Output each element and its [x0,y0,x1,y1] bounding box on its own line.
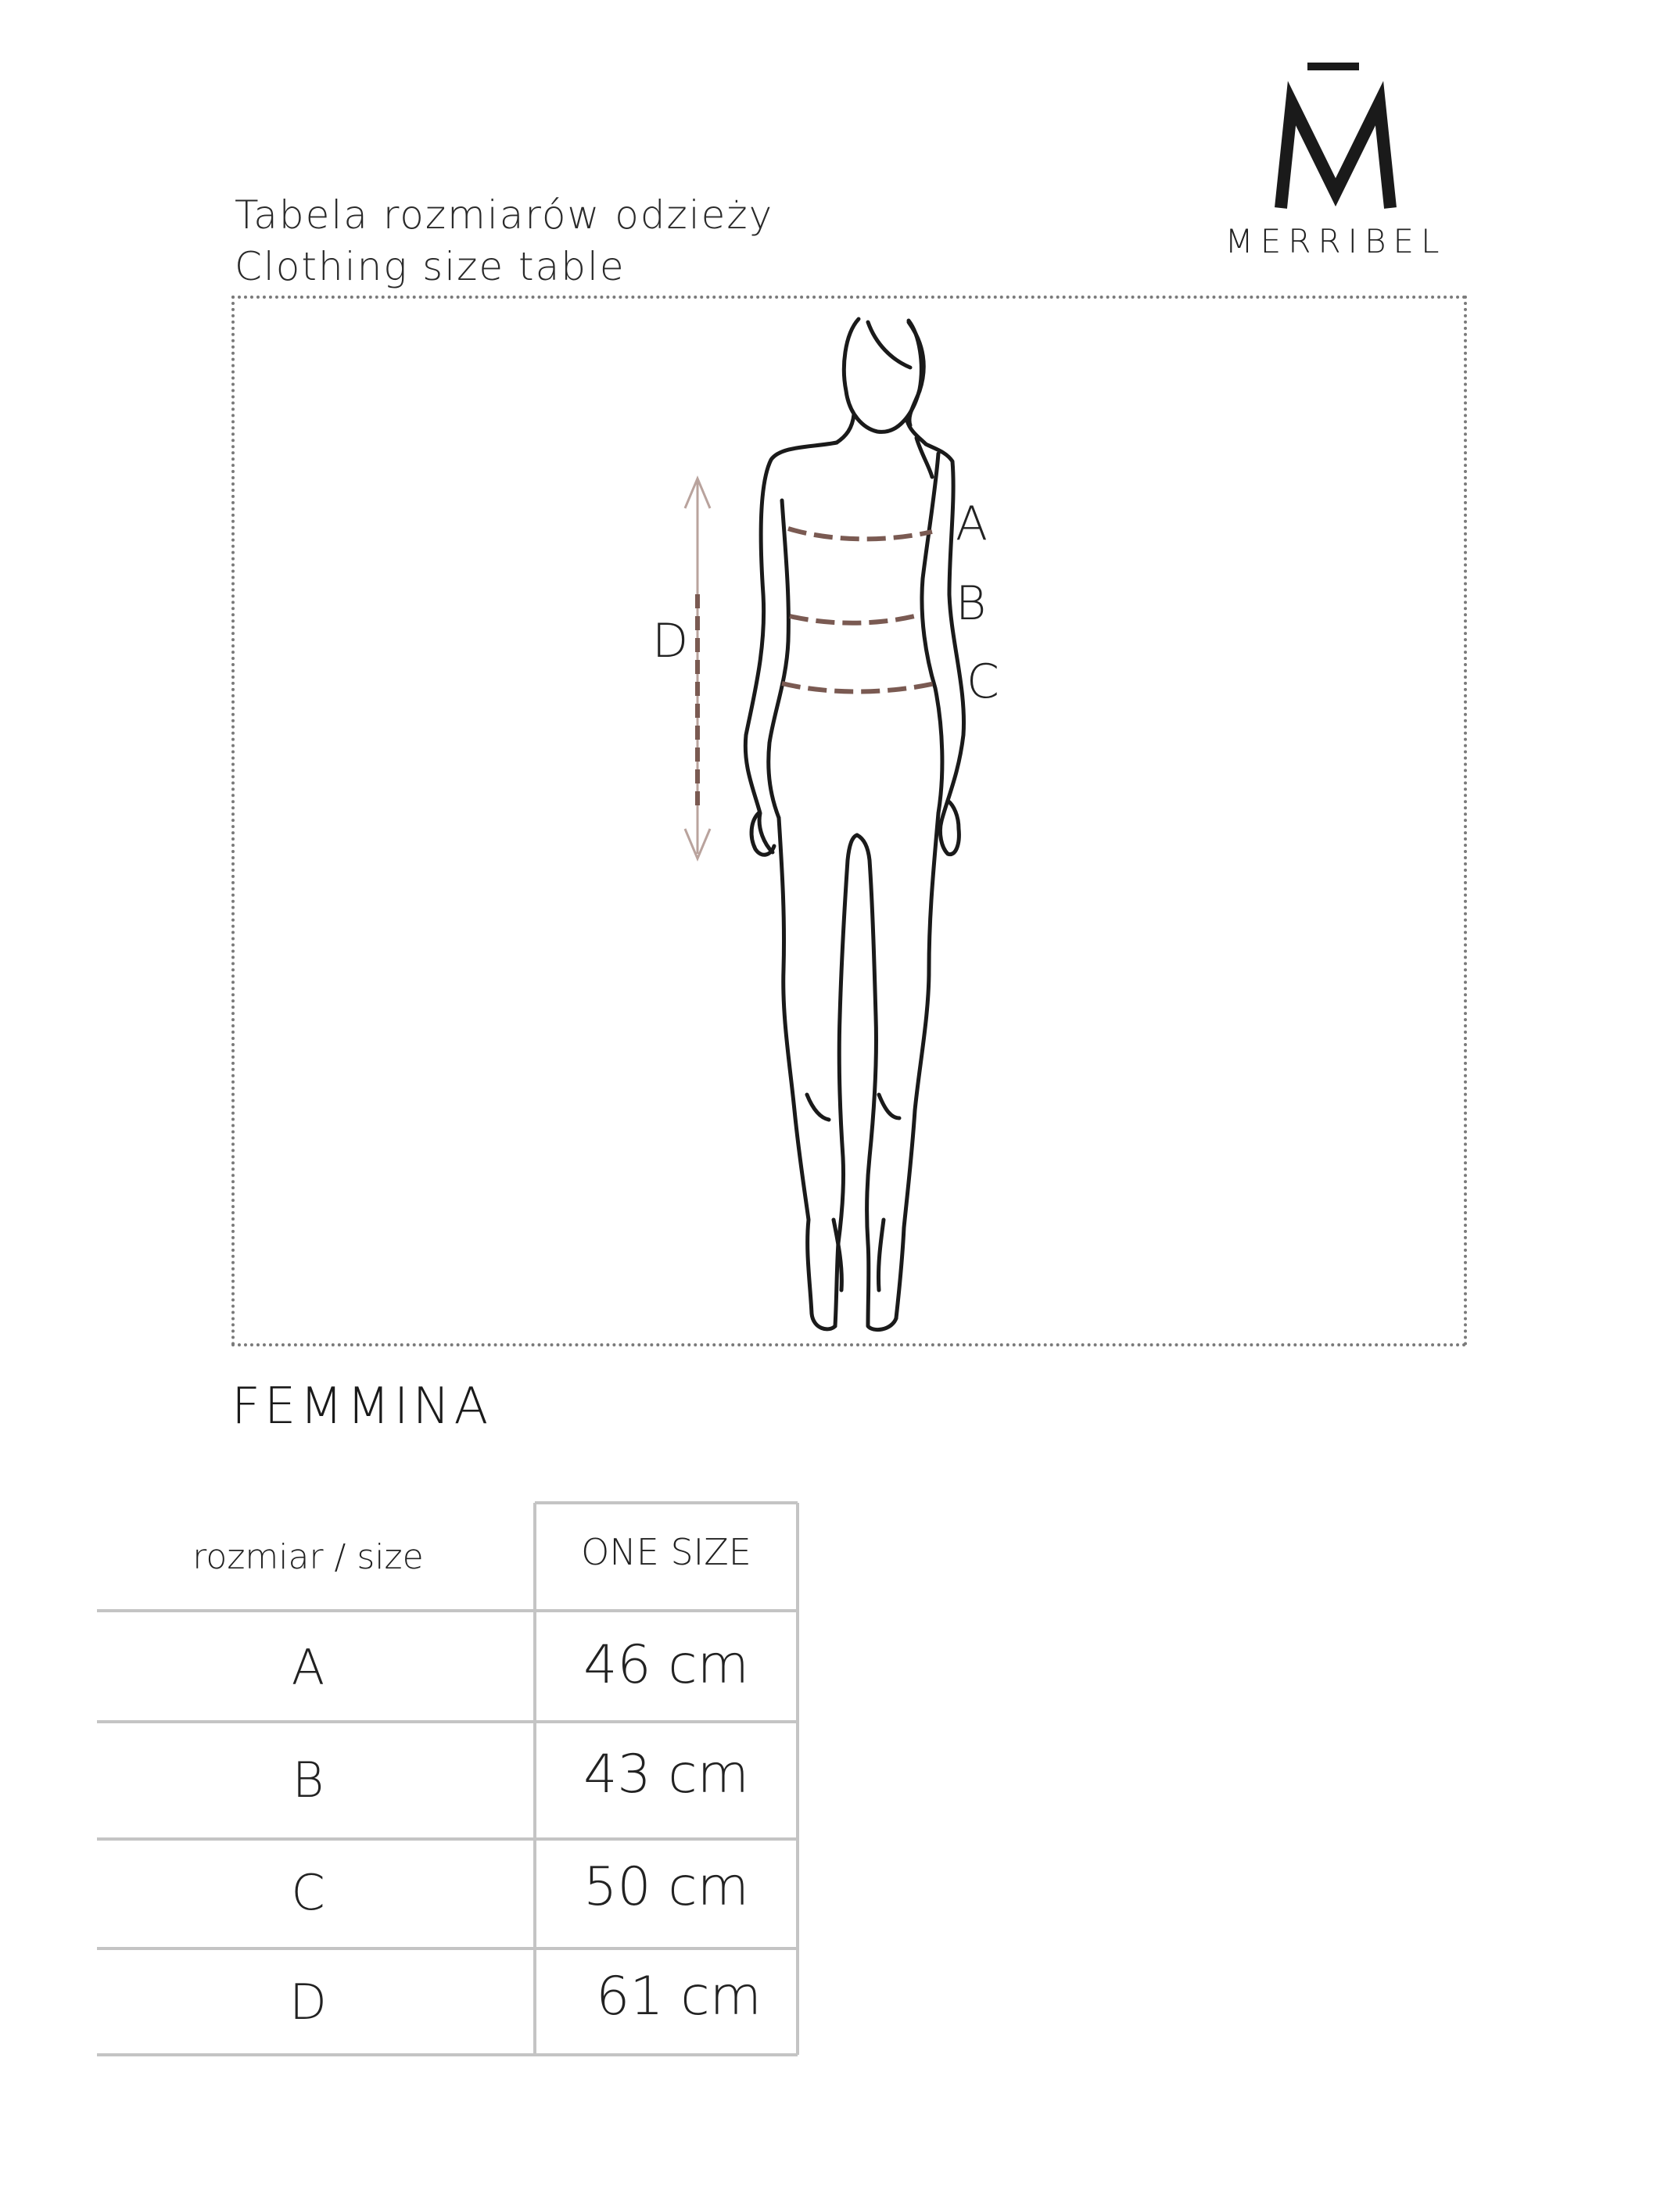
measure-label-a: A [956,497,988,551]
row-value-a: 46 cm [583,1634,749,1696]
heading-english: Clothing size table [235,244,626,289]
row-value-d: 61 cm [596,1966,762,2027]
row-label-d: D [289,1974,327,2031]
header-one-size: ONE SIZE [581,1531,751,1573]
measure-label-b: B [956,576,987,631]
header-size-label: rozmiar / size [192,1537,424,1577]
heading-polish: Tabela rozmiarów odzieży [235,192,774,238]
row-value-b: 43 cm [583,1744,749,1805]
measure-label-c: C [966,654,999,709]
brand-name: MERRIBEL [1225,222,1447,260]
measure-label-d: D [652,614,689,669]
row-label-c: C [291,1864,325,1921]
row-label-a: A [291,1639,325,1696]
row-label-b: B [292,1751,325,1809]
row-value-c: 50 cm [583,1856,749,1918]
model-name: FEMMINA [231,1378,493,1436]
